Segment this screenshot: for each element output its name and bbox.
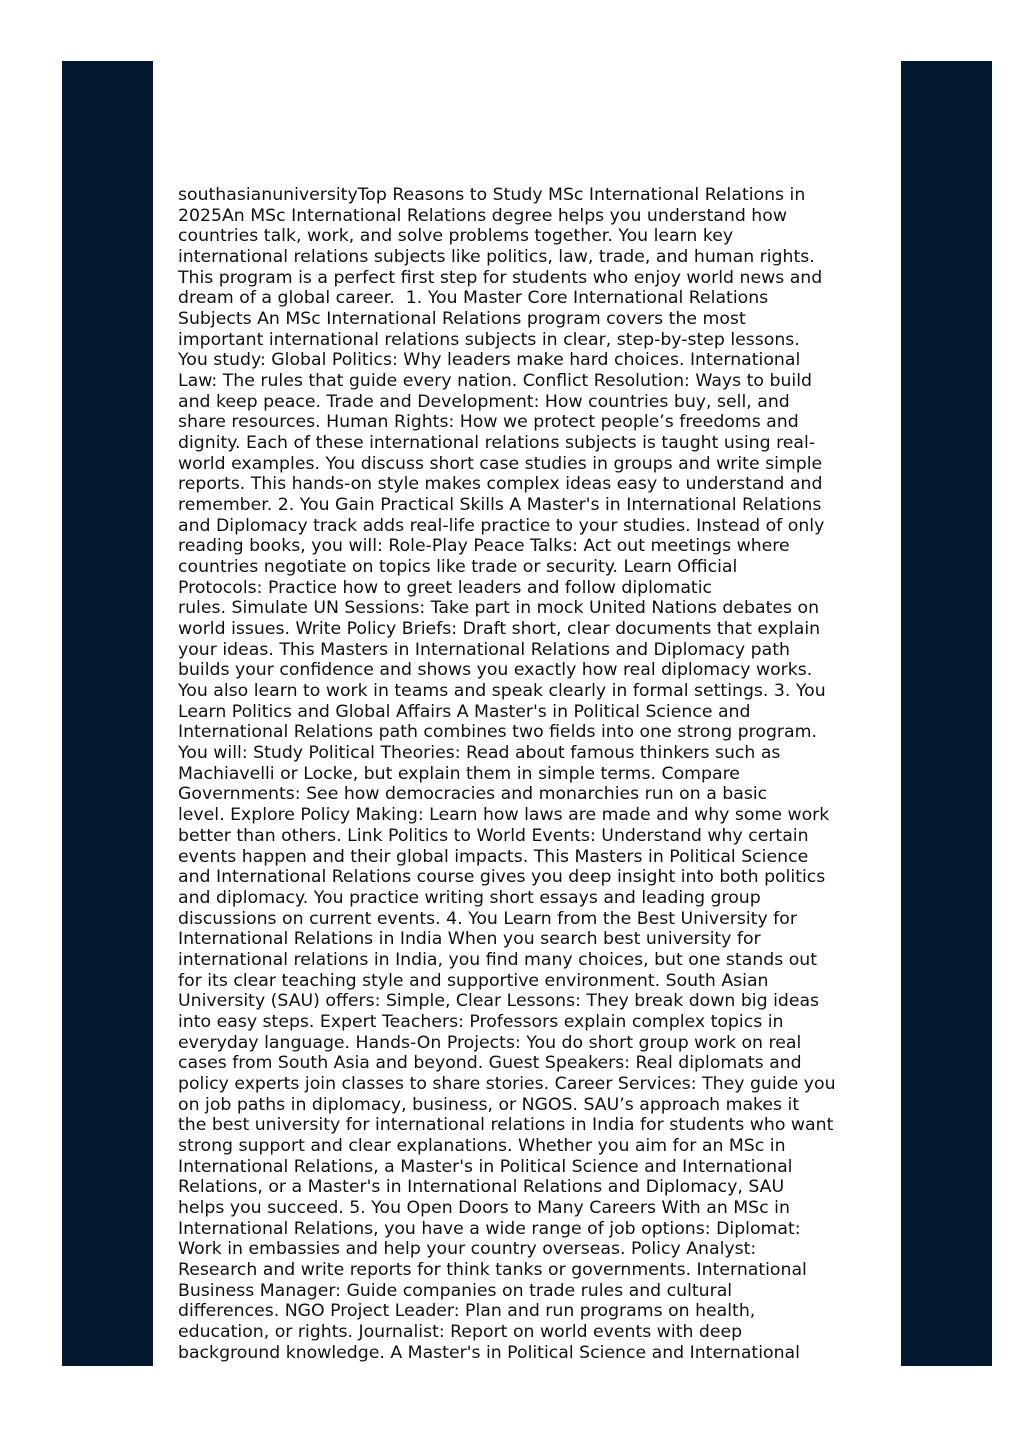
text-line: events happen and their global impacts. This Masters in Political Science [178,846,809,867]
text-line: Machiavelli or Locke, but explain them in simple terms. Compare [178,763,740,784]
text-line: share resources. Human Rights: How we protect people’s freedoms and [178,412,799,433]
text-line: discussions on current events. 4. You Learn from the Best University for [178,908,797,929]
right-side-bar [901,61,992,1366]
text-line: international relations subjects like politics, law, trade, and human rights. [178,247,815,268]
text-line: education, or rights. Journalist: Report on world events with deep [178,1321,743,1342]
text-line: world examples. You discuss short case studies in groups and write simple [178,453,823,474]
text-line: International Relations, a Master's in Political Science and International [178,1156,793,1177]
text-line: Subjects An MSc International Relations program covers the most [178,309,746,330]
text-line: remember. 2. You Gain Practical Skills A Master's in International Relations [178,495,822,516]
text-line: International Relations, you have a wide range of job options: Diplomat: [178,1218,801,1239]
text-line: Law: The rules that guide every nation. Conflict Resolution: Ways to build [178,371,812,392]
text-line: and diplomacy. You practice writing short essays and leading group [178,887,761,908]
text-line: and keep peace. Trade and Development: How countries buy, sell, and [178,391,790,412]
text-line: International Relations path combines two fields into one strong program. [178,722,817,743]
text-line: countries negotiate on topics like trade or security. Learn Official [178,557,738,578]
text-line: everyday language. Hands-On Projects: You do short group work on real [178,1032,802,1053]
text-line: 2025An MSc International Relations degree helps you understand how [178,205,787,226]
text-line: southasianuniversityTop Reasons to Study MSc International Relations in [178,185,806,205]
text-line: helps you succeed. 5. You Open Doors to Many Careers With an MSc in [178,1197,790,1218]
text-line: builds your confidence and shows you exactly how real diplomacy works. [178,660,813,681]
text-line: into easy steps. Expert Teachers: Professors explain complex topics in [178,1011,784,1032]
text-line: This program is a perfect first step for students who enjoy world news and [178,267,823,288]
text-line: countries talk, work, and solve problems together. You learn key [178,226,734,247]
text-line: for its clear teaching style and supportive environment. South Asian [178,970,769,991]
text-line: Governments: See how democracies and monarchies run on a basic [178,784,768,805]
text-line: You also learn to work in teams and speak clearly in formal settings. 3. You [178,681,826,702]
text-line: cases from South Asia and beyond. Guest Speakers: Real diplomats and [178,1053,802,1074]
text-line: world issues. Write Policy Briefs: Draft short, clear documents that explain [178,619,821,640]
text-line: Research and write reports for think tanks or governments. International [178,1259,807,1280]
text-line: Learn Politics and Global Affairs A Master's in Political Science and [178,701,751,722]
text-line: dignity. Each of these international relations subjects is taught using real- [178,433,816,454]
text-line: Protocols: Practice how to greet leaders and follow diplomatic [178,577,713,598]
text-line: differences. NGO Project Leader: Plan and run programs on health, [178,1301,756,1322]
text-line: better than others. Link Politics to World Events: Understand why certain [178,825,809,846]
text-line: the best university for international relations in India for students who want [178,1115,834,1136]
text-line: background knowledge. A Master's in Political Science and International [178,1342,800,1363]
text-line: and Diplomacy track adds real-life practice to your studies. Instead of only [178,515,825,536]
text-line: international relations in India, you find many choices, but one stands out [178,949,818,970]
text-line: Relations, or a Master's in International Relations and Diplomacy, SAU [178,1177,785,1198]
text-line: You study: Global Politics: Why leaders make hard choices. International [178,350,801,371]
text-line: Business Manager: Guide companies on trade rules and cultural [178,1280,733,1301]
text-line: dream of a global career. 1. You Master Core International Relations [178,288,769,309]
article-text [178,185,893,1363]
text-line: You will: Study Political Theories: Read about famous thinkers such as [178,743,781,764]
text-line: reports. This hands-on style makes complex ideas easy to understand and [178,474,823,495]
text-line: International Relations in India When you search best university for [178,929,761,950]
text-line: level. Explore Policy Making: Learn how laws are made and why some work [178,805,830,826]
text-line: on job paths in diplomacy, business, or NGOS. SAU’s approach makes it [178,1094,800,1115]
left-side-bar [62,61,153,1366]
text-line: your ideas. This Masters in International Relations and Diplomacy path [178,639,790,660]
text-line: Work in embassies and help your country overseas. Policy Analyst: [178,1239,757,1260]
text-line: policy experts join classes to share stories. Career Services: They guide you [178,1073,836,1094]
text-line: reading books, you will: Role-Play Peace Talks: Act out meetings where [178,536,790,557]
text-line: important international relations subjects in clear, step-by-step lessons. [178,329,800,350]
text-line: strong support and clear explanations. Whether you aim for an MSc in [178,1135,786,1156]
text-line: and International Relations course gives you deep insight into both politics [178,867,826,888]
text-line: University (SAU) offers: Simple, Clear Lessons: They break down big ideas [178,991,820,1012]
text-line: rules. Simulate UN Sessions: Take part in mock United Nations debates on [178,598,820,619]
